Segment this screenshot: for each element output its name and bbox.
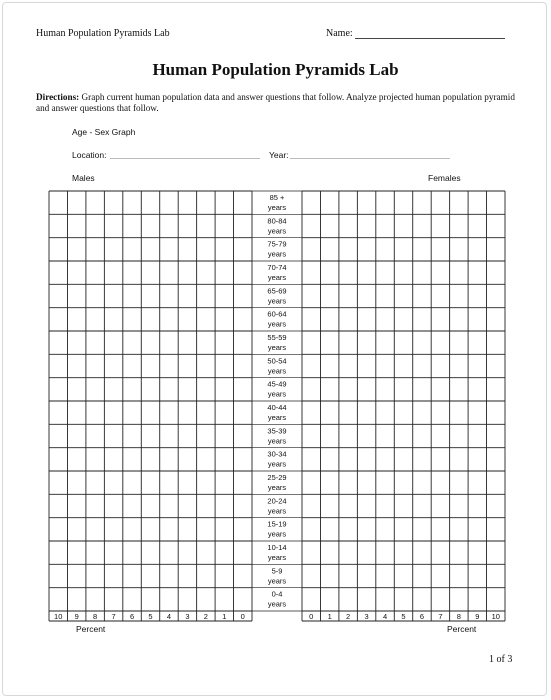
directions-text: Graph current human population data and answer questions that follow. Analyze projected human population pyramid and answer questions that follow. (36, 92, 515, 113)
right-percent-tick: 3 (364, 612, 369, 621)
age-label-years: years (267, 296, 287, 306)
age-label-years: years (267, 319, 287, 329)
age-label-range: 20-24 (267, 496, 287, 506)
left-percent-tick: 6 (129, 612, 135, 621)
age-label-years: years (267, 203, 287, 212)
age-label-years: years (267, 343, 287, 352)
age-label-range: 35-39 (267, 426, 287, 436)
right-percent-tick: 6 (419, 612, 425, 621)
left-percent-tick: 2 (203, 612, 208, 621)
right-percent-tick: 5 (401, 612, 406, 621)
age-label-years: years (267, 599, 287, 609)
location-label: Location: (72, 150, 107, 160)
females-label: Females (428, 173, 461, 183)
age-label-range: 45-49 (267, 379, 287, 389)
age-label-range: 0-4 (271, 589, 283, 599)
age-label-years: years (267, 459, 287, 469)
age-label-years: years (267, 249, 287, 259)
right-percent-tick: 2 (346, 612, 351, 621)
age-label-years: years (267, 506, 287, 516)
left-percent-tick: 5 (148, 612, 153, 621)
age-label-years: years (267, 529, 287, 539)
age-label-years: years (267, 553, 287, 562)
age-label-range: 40-44 (267, 403, 287, 412)
right-percent-tick: 1 (327, 612, 332, 621)
age-label-range: 25-29 (267, 473, 287, 482)
age-label-range: 5-9 (271, 566, 283, 576)
age-label-years: years (267, 273, 287, 282)
right-percent-tick: 10 (491, 612, 500, 621)
age-label-years: years (267, 483, 287, 492)
percent-label-right: Percent (447, 624, 477, 634)
left-percent-tick: 1 (222, 612, 227, 621)
age-label-years: years (267, 366, 287, 376)
year-label: Year: (269, 150, 289, 160)
right-percent-tick: 4 (382, 612, 388, 621)
left-percent-tick: 9 (74, 612, 79, 621)
left-percent-tick: 8 (93, 612, 98, 621)
age-label-range: 85 + (269, 193, 285, 202)
left-percent-tick: 10 (54, 612, 63, 621)
percent-label-left: Percent (76, 624, 106, 634)
right-percent-tick: 7 (438, 612, 443, 621)
age-label-range: 65-69 (267, 286, 287, 296)
left-percent-tick: 0 (240, 612, 245, 621)
age-label-years: years (267, 576, 287, 586)
age-label-range: 15-19 (267, 519, 287, 529)
directions-label: Directions: (36, 92, 80, 102)
left-percent-tick: 3 (185, 612, 190, 621)
name-label: Name: (326, 28, 353, 39)
age-label-years: years (267, 389, 287, 399)
age-label-range: 55-59 (267, 333, 287, 342)
right-percent-tick: 8 (456, 612, 461, 621)
page-number: 1 of 3 (489, 654, 513, 665)
left-percent-tick: 4 (166, 612, 172, 621)
page-title: Human Population Pyramids Lab (152, 60, 399, 79)
age-label-range: 50-54 (267, 356, 287, 366)
right-percent-tick: 0 (309, 612, 314, 621)
age-label-range: 75-79 (267, 239, 287, 249)
left-percent-tick: 7 (111, 612, 116, 621)
age-label-years: years (267, 436, 287, 446)
graph-title: Age - Sex Graph (72, 127, 136, 137)
age-label-years: years (267, 413, 287, 422)
right-percent-tick: 9 (475, 612, 480, 621)
age-label-range: 80-84 (267, 216, 287, 226)
header-lab-title: Human Population Pyramids Lab (36, 28, 170, 39)
males-label: Males (72, 173, 95, 183)
age-label-range: 60-64 (267, 309, 287, 319)
age-label-range: 30-34 (267, 449, 287, 459)
age-label-range: 10-14 (267, 543, 287, 552)
age-label-years: years (267, 226, 287, 236)
age-label-range: 70-74 (267, 263, 287, 272)
